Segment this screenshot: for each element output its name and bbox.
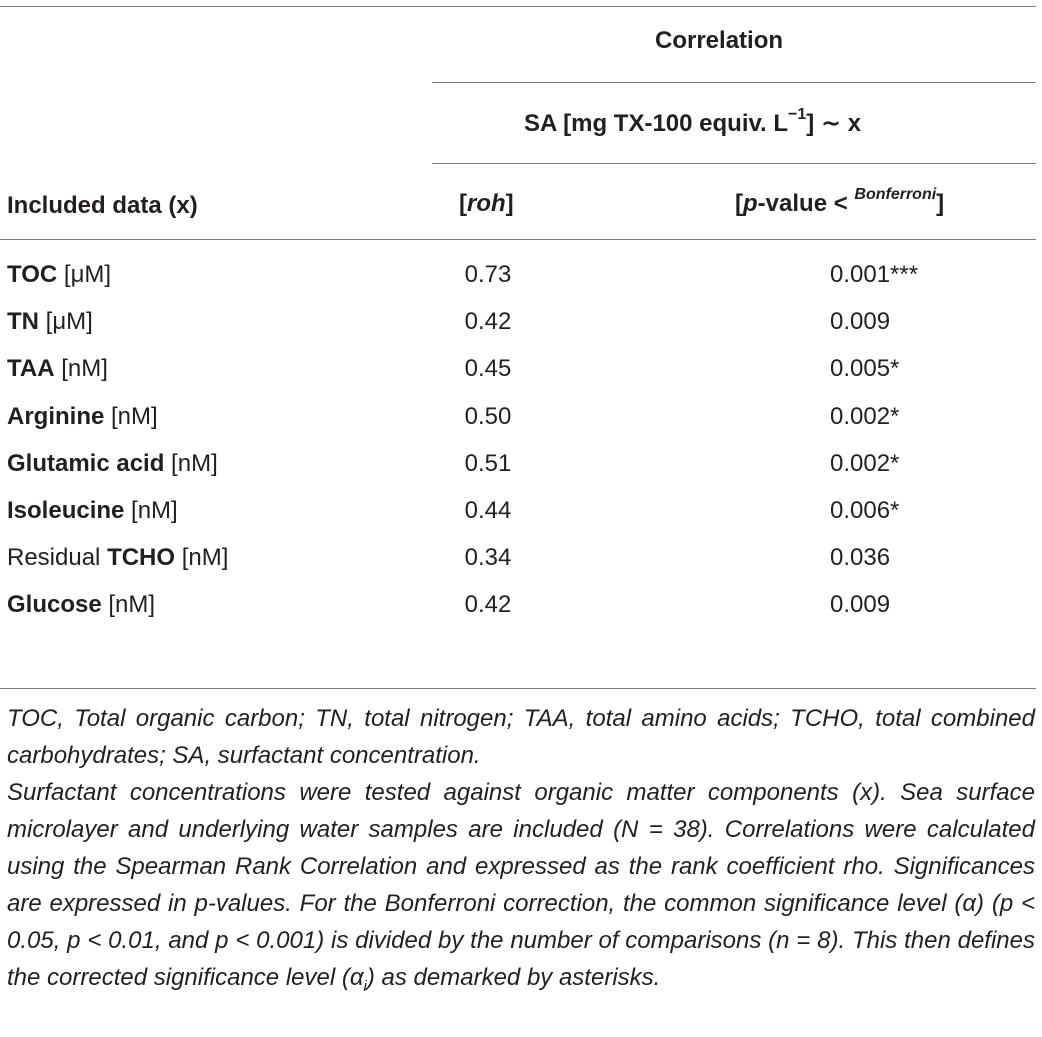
row-label-name: TCHO	[107, 544, 176, 571]
row-roh-value: 0.44	[464, 497, 512, 524]
row-label-unit: [nM]	[124, 497, 178, 524]
correlation-group-rule	[432, 82, 1036, 83]
row-label-name: TN	[7, 308, 39, 335]
row-label-unit: [nM]	[104, 403, 158, 430]
footnote-description-main: Surfactant concentrations were tested against organic matter components (x). Sea surface microlayer and underlying water samples are included (N = 38). Correlations were calculated using the Spearman Rank Correlation and expressed as the rank coefficient rho. Significances are expressed in p-values. For the Bonferroni correction, the common significance level (α) (p < 0.05, p < 0.01, and p < 0.001) is divided by the number of comparisons (n = 8). This then defines the corrected significance level (α	[7, 779, 1035, 991]
row-p-value: 0.002*	[830, 450, 900, 477]
footnote-alpha-subscript: i	[363, 977, 367, 995]
row-p-value: 0.005*	[830, 355, 900, 382]
p-open-bracket: [	[735, 190, 743, 217]
p-italic: p	[743, 190, 758, 217]
p-bonferroni-superscript: Bonferroni	[854, 186, 937, 203]
roh-name: roh	[467, 190, 506, 217]
row-roh-value: 0.51	[464, 450, 512, 477]
row-roh-value: 0.50	[464, 403, 512, 430]
row-label-name: Arginine	[7, 403, 105, 430]
correlation-group-header: Correlation	[655, 27, 784, 54]
row-label-name: Glucose	[7, 591, 102, 618]
row-label-unit: [nM]	[54, 355, 108, 382]
row-roh-value: 0.34	[464, 544, 512, 571]
row-label-unit: [μM]	[57, 261, 112, 288]
row-label-name: Glutamic acid	[7, 450, 165, 477]
sa-subheader-rule	[432, 163, 1036, 164]
p-close-bracket: ]	[936, 190, 945, 217]
row-label-unit: [nM]	[101, 591, 156, 618]
row-label	[7, 452, 218, 476]
sa-subheader-suffix: ] ∼ x	[806, 110, 862, 137]
row-p-value: 0.036	[830, 544, 891, 571]
row-label-name: Isoleucine	[7, 497, 125, 524]
row-label	[7, 405, 158, 429]
row-label	[7, 593, 155, 617]
footnote-rule	[0, 688, 1036, 689]
row-p-value: 0.009	[830, 308, 891, 335]
row-label-unit: [nM]	[175, 544, 229, 571]
row-roh-value: 0.42	[464, 591, 512, 618]
row-label	[7, 357, 108, 381]
row-label-unit: [μM]	[39, 308, 93, 335]
row-p-value: 0.001***	[830, 261, 919, 288]
roh-open-bracket: [	[459, 190, 467, 217]
row-label-unit: [nM]	[164, 450, 218, 477]
row-label	[7, 499, 178, 523]
footnote-description	[7, 774, 1035, 1005]
table-footnotes	[7, 700, 1035, 1005]
table-top-rule	[0, 6, 1036, 7]
footnote-abbreviations: TOC, Total organic carbon; TN, total nitrogen; TAA, total amino acids; TCHO, total combined carbohydrates; SA, surfactant concentration.	[7, 705, 1035, 769]
sa-subheader-prefix: SA [mg TX-100 equiv. L	[524, 110, 789, 137]
row-p-value: 0.002*	[830, 403, 900, 430]
column-header-roh	[459, 192, 514, 216]
roh-close-bracket: ]	[505, 190, 514, 217]
row-label	[7, 310, 93, 334]
row-p-value: 0.009	[830, 591, 891, 618]
sa-subheader-exponent: −1	[788, 106, 807, 123]
column-header-rule	[0, 239, 1036, 240]
footnote-description-end: ) as demarked by asterisks.	[366, 964, 661, 991]
row-label	[7, 546, 228, 570]
row-label-prefix: Residual	[7, 544, 108, 571]
row-label-name: TOC	[7, 261, 58, 288]
row-roh-value: 0.45	[464, 355, 512, 382]
row-label	[7, 263, 111, 287]
row-roh-value: 0.42	[464, 308, 512, 335]
row-label-name: TAA	[7, 355, 55, 382]
p-value-label: -value <	[757, 190, 848, 217]
row-p-value: 0.006*	[830, 497, 900, 524]
sa-subheader	[524, 106, 862, 137]
column-header-p-value	[735, 186, 945, 217]
row-roh-value: 0.73	[464, 261, 512, 288]
column-header-included-data: Included data (x)	[7, 192, 198, 219]
